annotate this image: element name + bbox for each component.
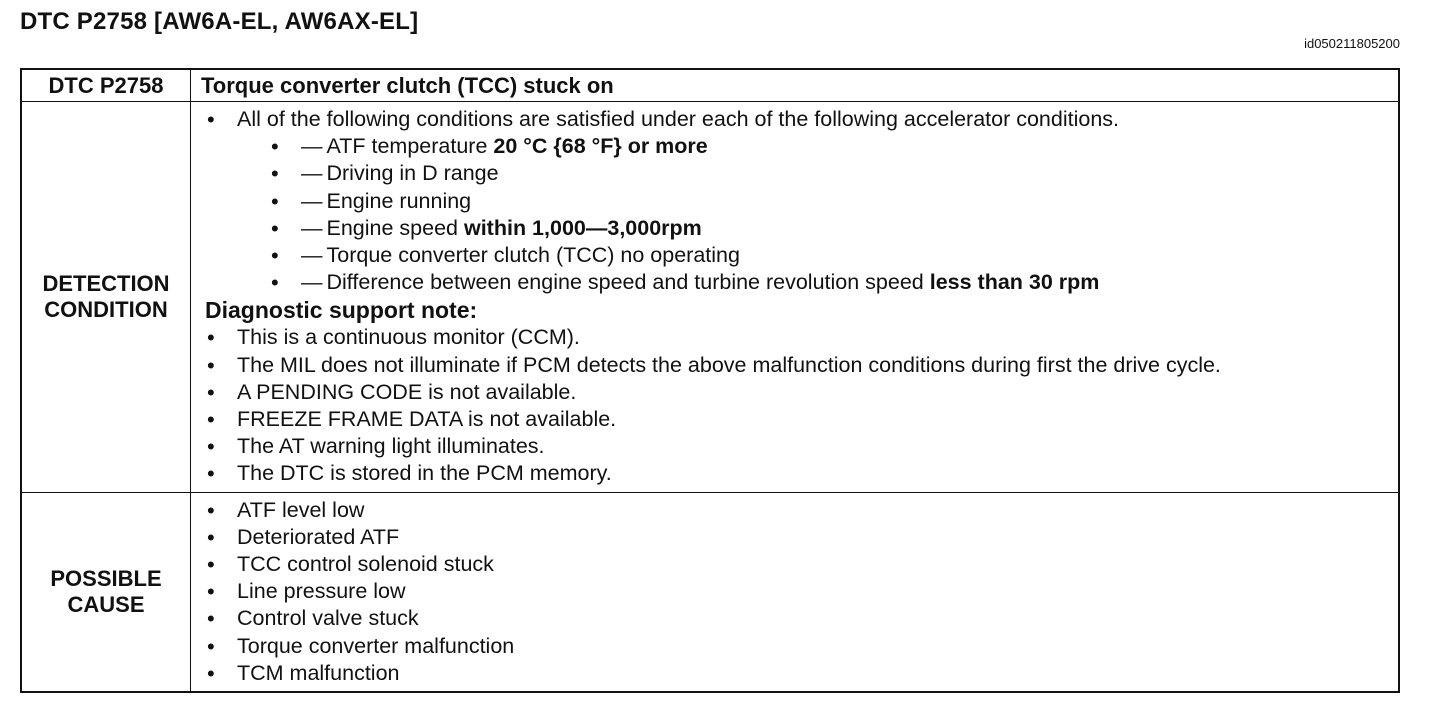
condition-text: Torque converter clutch (TCC) no operating [326, 243, 740, 268]
dash-mark: — [301, 243, 323, 268]
list-item: • Control valve stuck [205, 605, 1398, 632]
dash-mark: — [301, 134, 323, 159]
dash-mark: — [301, 161, 323, 186]
condition-sublist [237, 133, 1398, 296]
dash-mark: — [301, 215, 323, 240]
page-title: DTC P2758 [AW6A-EL, AW6AX-EL] [20, 8, 419, 35]
possible-cause-content [191, 492, 1400, 692]
condition-text: Driving in D range [326, 161, 499, 186]
list-item: • The DTC is stored in the PCM memory. [205, 460, 1398, 487]
condition-text: Engine speed [326, 215, 464, 240]
condition-item [269, 188, 1398, 215]
detection-intro-text: All of the following conditions are satisfied under each of the following accelerator conditions. [237, 107, 1120, 131]
condition-text: ATF temperature [326, 134, 494, 159]
list-item: • ATF level low [205, 497, 1398, 524]
condition-item [269, 133, 1398, 160]
condition-item [269, 242, 1398, 269]
dash-mark: — [301, 270, 323, 295]
document-id: id050211805200 [1304, 36, 1400, 51]
dash-mark: — [301, 188, 323, 213]
list-item: • TCM malfunction [205, 660, 1398, 687]
detection-condition-content [191, 102, 1400, 493]
condition-bold-text: 20 °C {68 °F} or more [493, 134, 708, 159]
list-item: • TCC control solenoid stuck [205, 551, 1398, 578]
detection-label-line2: CONDITION [44, 296, 168, 322]
list-item [205, 106, 1398, 296]
diagnostic-notes-list [205, 324, 1398, 487]
detection-condition-row [21, 102, 1399, 493]
list-item: • This is a continuous monitor (CCM). [205, 324, 1398, 351]
list-item: • The AT warning light illuminates. [205, 433, 1398, 460]
detection-label-line1: DETECTION [42, 270, 170, 296]
list-item: • A PENDING CODE is not available. [205, 379, 1398, 406]
possible-cause-list [205, 497, 1398, 687]
condition-item [269, 160, 1398, 187]
dtc-description-cell: Torque converter clutch (TCC) stuck on [191, 69, 1400, 102]
cause-label-line2: CAUSE [67, 591, 145, 617]
condition-item [269, 269, 1398, 296]
list-item: • The MIL does not illuminate if PCM detects the above malfunction conditions during first the drive cycle. [205, 352, 1398, 379]
list-item: • Line pressure low [205, 578, 1398, 605]
table-header-row [21, 69, 1399, 102]
detection-intro-list [205, 106, 1398, 296]
detection-condition-label [21, 102, 191, 493]
dtc-code-cell: DTC P2758 [21, 69, 191, 102]
condition-text: Engine running [326, 188, 472, 213]
condition-text: Difference between engine speed and turbine revolution speed [326, 270, 930, 295]
list-item: • Deteriorated ATF [205, 524, 1398, 551]
condition-item [269, 215, 1398, 242]
list-item: • FREEZE FRAME DATA is not available. [205, 406, 1398, 433]
cause-label-line1: POSSIBLE [50, 565, 162, 591]
possible-cause-label [21, 492, 191, 692]
list-item: • Torque converter malfunction [205, 633, 1398, 660]
diagnostic-note-heading: Diagnostic support note: [205, 297, 478, 324]
condition-bold-text: less than 30 rpm [929, 270, 1100, 295]
possible-cause-row [21, 492, 1399, 692]
dtc-table [20, 68, 1400, 693]
condition-bold-text: within 1,000—3,000rpm [463, 215, 702, 240]
